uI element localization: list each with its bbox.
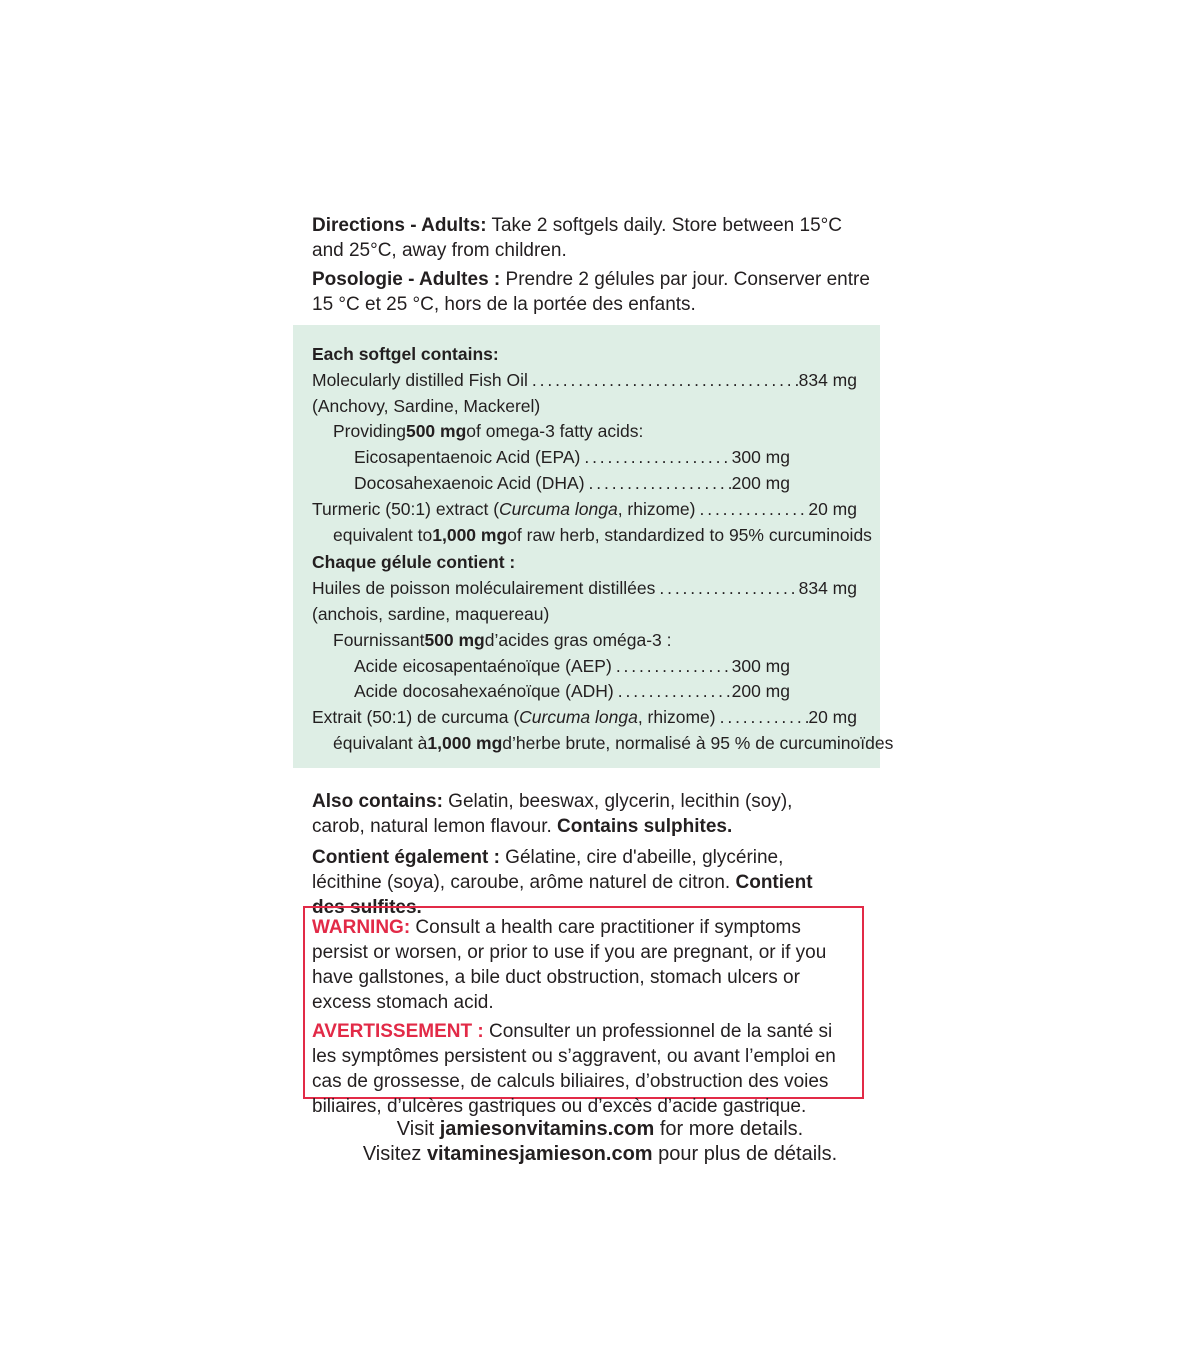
- dha-row-fr: [312, 679, 790, 705]
- visit-fr-link[interactable]: vitaminesjamieson.com: [426, 1143, 653, 1165]
- also-fr-label: Contient également :: [312, 847, 500, 868]
- directions-en: [312, 213, 872, 263]
- fish-oil-row: [312, 368, 857, 394]
- dot-leader: [585, 471, 732, 497]
- equivalent-row: [312, 523, 872, 549]
- turmeric-name-fr: [312, 705, 716, 731]
- also-en-label: Also contains:: [312, 791, 443, 812]
- providing-pre-fr: Fournissant: [333, 629, 425, 650]
- ingredients-fr-heading: Chaque gélule contient :: [312, 552, 516, 573]
- equiv-post-fr: d’herbe brute, normalisé à 95 % de curcuminoïdes: [502, 732, 894, 753]
- directions-en-text: Take 2 softgels daily. Store between 15°C and 25°C, away from children.: [312, 215, 842, 261]
- turmeric-name: [312, 497, 696, 523]
- fish-oil-source-fr: (anchois, sardine, maquereau): [312, 603, 550, 624]
- warning-fr-text: Consulter un professionnel de la santé si les symptômes persistent ou s’aggravent, ou avant l’emploi en cas de grossesse, de calculs biliaires, d’obstruction des voies biliaires, d’ulcères gastriques ou d’excès d’acide gastrique.: [312, 1021, 836, 1117]
- dha-row: [312, 471, 790, 497]
- visit-fr-pre: Visitez: [362, 1143, 427, 1165]
- providing-post-fr: d’acides gras oméga-3 :: [484, 629, 672, 650]
- equivalent-row-fr: [312, 731, 894, 757]
- epa-row-fr: [312, 654, 790, 680]
- warning-en-label: WARNING:: [312, 917, 411, 938]
- epa-row: [312, 445, 790, 471]
- visit-en-pre: Visit: [396, 1118, 440, 1140]
- visit-en-post: for more details.: [654, 1118, 804, 1140]
- turmeric-latin: Curcuma longa: [499, 498, 618, 519]
- equiv-amount: 1,000 mg: [432, 524, 508, 545]
- directions-en-label: Directions - Adults:: [312, 215, 487, 236]
- visit-en: [0, 1117, 1200, 1142]
- dot-leader: [580, 445, 731, 471]
- turmeric-pre: Turmeric (50:1) extract (: [312, 498, 500, 519]
- epa-amount: 300 mg: [731, 447, 790, 468]
- epa-name: Eicosapentaenoic Acid (EPA): [354, 447, 581, 468]
- ingredients-en-heading: Each softgel contains:: [312, 344, 499, 364]
- also-contains-en: [312, 789, 832, 839]
- fish-oil-source: (Anchovy, Sardine, Mackerel): [312, 395, 541, 416]
- epa-amount-fr: 300 mg: [731, 655, 790, 676]
- providing-row-fr: [312, 628, 857, 654]
- turmeric-post: , rhizome): [617, 498, 696, 519]
- providing-row: [312, 419, 857, 445]
- turmeric-row-fr: [312, 705, 857, 731]
- dot-leader: [716, 705, 809, 731]
- visit-fr-post: pour plus de détails.: [652, 1143, 838, 1165]
- also-en-text: Gelatin, beeswax, glycerin, lecithin (soy), carob, natural lemon flavour.: [312, 791, 793, 837]
- warning-en-text: Consult a health care practitioner if symptoms persist or worsen, or prior to use if you are pregnant, or if you have gallstones, a bile duct obstruction, stomach ulcers or excess stomach acid.: [312, 917, 827, 1013]
- dot-leader: [614, 679, 732, 705]
- fish-oil-amount-fr: 834 mg: [798, 578, 857, 599]
- fish-oil-name-fr: Huiles de poisson moléculairement distillées: [312, 578, 656, 599]
- visit-section: [0, 1117, 1200, 1167]
- equiv-amount-fr: 1,000 mg: [427, 732, 503, 753]
- fish-oil-name: Molecularly distilled Fish Oil: [312, 369, 528, 390]
- directions-fr-text: Prendre 2 gélules par jour. Conserver entre 15 °C et 25 °C, hors de la portée des enfants.: [312, 269, 870, 315]
- fish-oil-row-fr: [312, 576, 857, 602]
- also-fr-sulphites: Contient des sulfites.: [312, 872, 813, 918]
- turmeric-post-fr: , rhizome): [637, 707, 716, 728]
- directions-fr-label: Posologie - Adultes :: [312, 269, 501, 290]
- warning-en: [312, 915, 852, 1015]
- dha-name-fr: Acide docosahexaénoïque (ADH): [354, 681, 614, 702]
- also-fr-text: Gélatine, cire d'abeille, glycérine, lécithine (soya), caroube, arôme naturel de citron.: [312, 847, 784, 893]
- also-en-sulphites: Contains sulphites.: [557, 816, 733, 837]
- dot-leader: [696, 497, 809, 523]
- visit-en-link[interactable]: jamiesonvitamins.com: [439, 1118, 655, 1140]
- providing-post: of omega-3 fatty acids:: [466, 421, 644, 442]
- providing-amount: 500 mg: [405, 421, 467, 442]
- providing-pre: Providing: [333, 421, 406, 442]
- dot-leader: [655, 576, 798, 602]
- dha-name: Docosahexaenoic Acid (DHA): [354, 472, 585, 493]
- dha-amount: 200 mg: [731, 472, 790, 493]
- turmeric-amount-fr: 20 mg: [808, 707, 857, 728]
- directions-fr: [312, 267, 872, 317]
- fish-oil-amount: 834 mg: [798, 369, 857, 390]
- dot-leader: [528, 368, 799, 394]
- warning-fr: [312, 1019, 852, 1119]
- warning-section: [312, 915, 852, 1123]
- equiv-pre-fr: équivalant à: [333, 732, 428, 753]
- equiv-pre: equivalent to: [333, 524, 433, 545]
- epa-name-fr: Acide eicosapentaénoïque (AEP): [354, 655, 612, 676]
- providing-amount-fr: 500 mg: [424, 629, 485, 650]
- ingredients-list: [312, 342, 894, 757]
- directions-section: [312, 213, 872, 321]
- dot-leader: [612, 654, 732, 680]
- equiv-post: of raw herb, standardized to 95% curcuminoids: [507, 524, 872, 545]
- turmeric-pre-fr: Extrait (50:1) de curcuma (: [312, 707, 520, 728]
- warning-fr-label: AVERTISSEMENT :: [312, 1021, 484, 1042]
- turmeric-amount: 20 mg: [808, 498, 857, 519]
- visit-fr: [0, 1142, 1200, 1167]
- dha-amount-fr: 200 mg: [731, 681, 790, 702]
- turmeric-latin-fr: Curcuma longa: [519, 707, 638, 728]
- turmeric-row: [312, 497, 857, 523]
